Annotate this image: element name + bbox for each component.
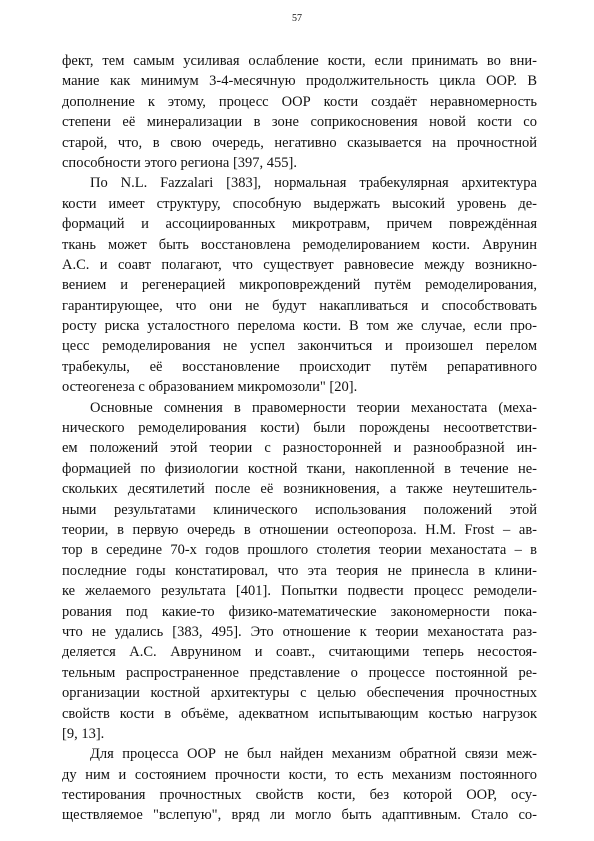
text-line: ткань может быть восстановлена ремоделированием кости. Аврунин	[62, 236, 537, 253]
text-line: росту риска усталостного перелома кости. В том же случае, если про-	[62, 318, 537, 335]
text-line: тор в середине 70-х годов прошлого столетия теории механостата – в	[62, 542, 537, 559]
text-line: гарантирующее, что они не будут накапливаться и способствовать	[62, 297, 537, 314]
text-line: свойств кости в объёме, адекватном испытывающим костью нагрузок	[62, 705, 537, 722]
text-line: последние годы констатировал, что эта теория не принесла в клини-	[62, 562, 537, 579]
text-line: способности этого региона [397, 455].	[62, 154, 297, 171]
text-line: что не удались [383, 495]. Это отношение к теории механостата раз-	[62, 623, 537, 640]
text-line: деляется А.С. Аврунином и соавт., считающими теперь несостоя-	[62, 644, 537, 661]
text-line: По N.L. Fazzalari [383], нормальная трабекулярная архитектура	[90, 175, 537, 192]
text-line: А.С. и соавт полагают, что существует равновесие между возникно-	[62, 256, 537, 273]
text-line: формацией по физиологии костной ткани, накопленной в течение не-	[62, 460, 537, 477]
text-line: фект, тем самым усиливая ослабление кости, если принимать во вни-	[62, 53, 537, 69]
text-line: ке желаемого результата [401]. Попытки подвести процесс ремодели-	[62, 583, 537, 600]
text-line: дополнение к этому, процесс ООР кости создаёт неравномерность	[62, 93, 537, 110]
text-line: трабекулы, её восстановление происходит путём репаративного	[62, 358, 537, 375]
text-line: тельным распространенное представление о процессе постоянной ре-	[62, 664, 537, 681]
text-line: формаций и ассоциированных микротравм, причем повреждённая	[62, 216, 537, 233]
text-line: мание как минимум 3-4-месячную продолжительность цикла ООР. В	[62, 73, 537, 90]
text-line: вением и регенерацией микроповреждений путём ремоделирования,	[62, 277, 537, 294]
text-line: организации костной архитектуры с целью обеспечения прочностных	[62, 685, 537, 702]
text-line: остеогенеза с образованием микромозоли" [20].	[62, 379, 358, 396]
text-line: теории, в первую очередь в отношении остеопороза. H.M. Frost – ав-	[62, 521, 537, 538]
text-line: ными результатами клинического использования положений этой	[62, 501, 537, 518]
text-line: Для процесса ООР не был найден механизм обратной связи меж-	[90, 746, 537, 763]
text-line: Основные сомнения в правомерности теории механостата (меха-	[90, 399, 537, 416]
text-line: нического ремоделирования кости) были порождены несоответстви-	[62, 420, 537, 437]
text-line: цесс ремоделирования не успел закончиться и произошел перелом	[62, 338, 537, 355]
body-text	[62, 51, 537, 826]
text-line: тестирования прочностных свойств кости, без которой ООР, осу-	[62, 787, 537, 804]
text-line: рования под какие-то физико-математические закономерности пока-	[62, 603, 537, 620]
text-line: ем положений этой теории с разносторонней и разнообразной ин-	[62, 440, 537, 457]
text-line: кости имеет структуру, способную выдержать высокий уровень де-	[62, 195, 537, 212]
text-line: ществляемое "вслепую", вряд ли могло быть адаптивным. Стало со-	[62, 807, 537, 824]
text-line: [9, 13].	[62, 725, 105, 742]
text-line: скольких десятилетий после её возникновения, а также неутешитель-	[62, 481, 537, 498]
text-line: ду ним и состоянием прочности кости, то есть механизм постоянного	[62, 766, 537, 783]
text-line: старой, что, в свою очередь, негативно сказывается на прочностной	[62, 134, 537, 151]
page-number: 57	[292, 13, 302, 24]
text-line: степени её минерализации в зоне соприкосновения новой кости со	[62, 114, 537, 131]
